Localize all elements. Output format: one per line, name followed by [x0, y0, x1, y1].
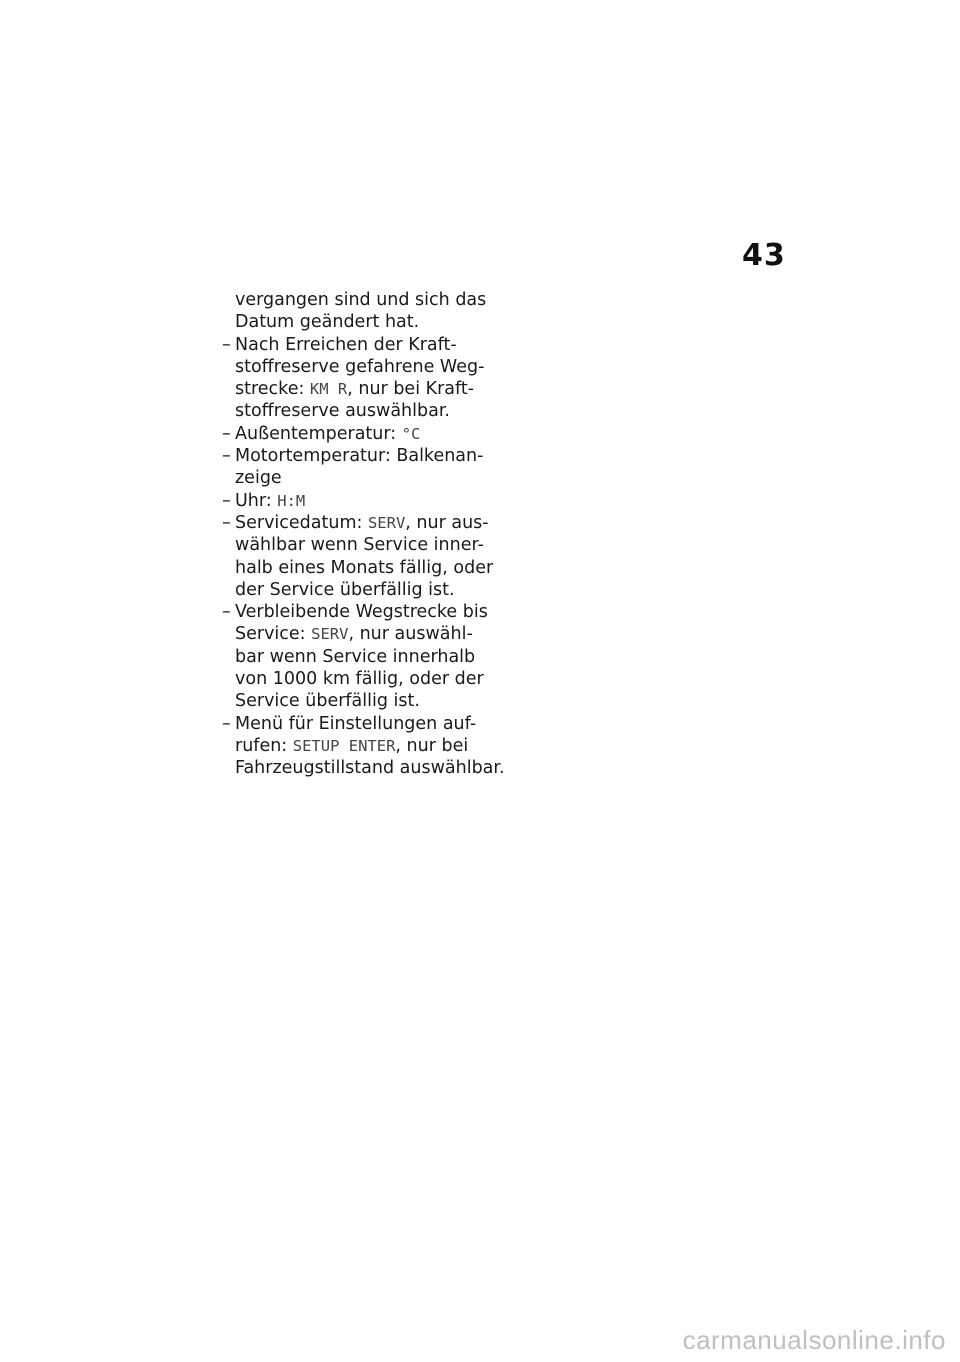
bullet-dash: – — [222, 602, 231, 623]
text-segment: von 1000 km fällig, oder der — [235, 669, 484, 690]
list-item — [222, 490, 512, 512]
text-segment: der Service überfällig ist. — [235, 579, 455, 600]
text-segment: rufen: — [235, 735, 293, 756]
bullet-dash: – — [222, 512, 231, 533]
text-segment: Fahrzeugstillstand auswählbar. — [235, 758, 505, 779]
list-item-line — [222, 579, 512, 601]
text-segment: bar wenn Service innerhalb — [235, 646, 476, 667]
text-segment: Service überfällig ist. — [235, 691, 420, 712]
list-item — [222, 423, 512, 445]
text-segment: Menü für Einstellungen auf- — [235, 713, 477, 734]
list-item-line — [222, 512, 512, 534]
list-item-line — [222, 623, 512, 645]
list-item-line — [222, 735, 512, 757]
page-number: 43 — [742, 238, 786, 273]
list-item — [222, 334, 512, 423]
text-segment: Nach Erreichen der Kraft- — [235, 334, 457, 355]
list-item — [222, 512, 512, 601]
manual-text-column — [222, 289, 512, 780]
list-item-line — [222, 557, 512, 579]
text-segment: Außentemperatur: — [235, 423, 402, 444]
display-readout: SERV — [367, 513, 406, 532]
list-item-line — [222, 467, 512, 489]
bullet-dash: – — [222, 446, 231, 467]
list-item-line — [222, 713, 512, 735]
text-segment: Motortemperatur: Balkenan- — [235, 446, 484, 467]
bullet-dash: – — [222, 334, 231, 355]
list-item-line — [222, 378, 512, 400]
bullet-dash: – — [222, 713, 231, 734]
display-readout: SETUP ENTER — [292, 736, 396, 755]
text-segment: , nur auswähl- — [348, 624, 473, 645]
text-segment: stoffreserve gefahrene Weg- — [235, 356, 485, 377]
text-segment: strecke: — [235, 379, 310, 400]
text-segment: Service: — [235, 624, 312, 645]
list-item-line — [222, 490, 512, 512]
text-segment: zeige — [235, 468, 282, 489]
list-item — [222, 713, 512, 780]
text-segment: Verbleibende Wegstrecke bis — [235, 602, 488, 623]
continuation-line: Datum geändert hat. — [235, 312, 420, 333]
list-item-line — [222, 423, 512, 445]
list-item-line — [222, 356, 512, 378]
list-item-line — [222, 757, 512, 779]
display-readout: KM R — [309, 380, 348, 399]
text-segment: halb eines Monats fällig, oder — [235, 557, 494, 578]
list-item-line — [222, 445, 512, 467]
continuation-line: vergangen sind und sich das — [235, 290, 487, 310]
text-segment: , nur bei Kraft- — [347, 379, 475, 400]
text-segment: , nur bei — [395, 735, 469, 756]
bullet-dash: – — [222, 490, 231, 511]
text-segment: stoffreserve auswählbar. — [235, 401, 450, 422]
list-item-line — [222, 334, 512, 356]
display-readout: H:M — [277, 491, 306, 510]
display-readout: SERV — [311, 625, 349, 644]
list-item — [222, 445, 512, 490]
text-segment: Servicedatum: — [235, 512, 368, 533]
bullet-dash: – — [222, 423, 231, 444]
list-item — [222, 601, 512, 712]
watermark-logo: carmanualsonline.info — [682, 1325, 946, 1355]
text-segment: wählbar wenn Service inner- — [235, 535, 484, 556]
text-segment: Uhr: — [235, 490, 278, 511]
list-item-line — [222, 400, 512, 422]
list-item-line — [222, 601, 512, 623]
list-item-line — [222, 690, 512, 712]
bullet-list — [222, 334, 512, 780]
list-item-line — [222, 668, 512, 690]
text-segment: , nur aus- — [405, 512, 489, 533]
display-readout: °C — [401, 424, 421, 443]
list-item-line — [222, 534, 512, 556]
list-item-line — [222, 646, 512, 668]
